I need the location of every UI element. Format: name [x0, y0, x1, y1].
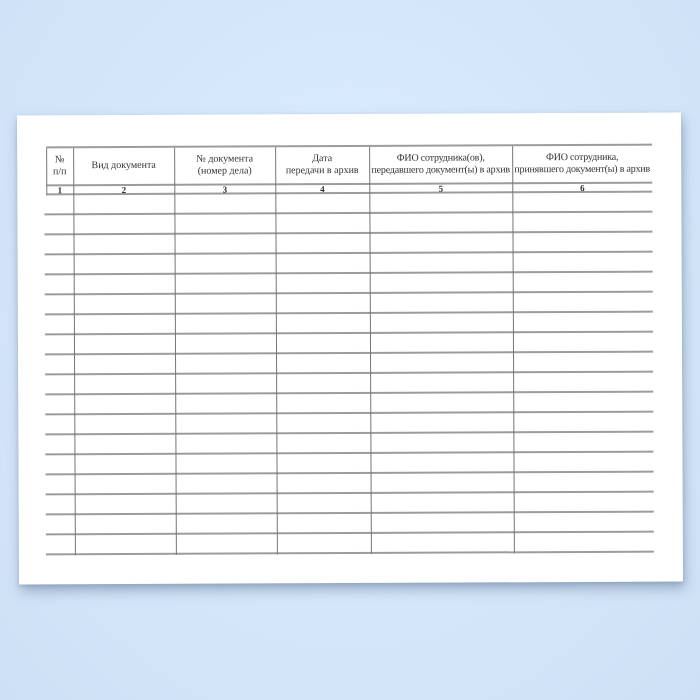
archive-register-table [46, 144, 654, 556]
empty-row [45, 373, 653, 396]
header-line: (номер дела) [197, 165, 252, 177]
empty-row [45, 233, 653, 256]
table-header-row [46, 146, 652, 187]
empty-row [45, 413, 653, 436]
empty-row [46, 513, 654, 536]
empty-row [45, 253, 653, 276]
column-number: 5 [438, 183, 443, 194]
header-line: ФИО сотрудника, [545, 151, 619, 164]
header-line: № документа [196, 153, 254, 165]
header-line: п/п [52, 166, 67, 178]
header-line: передачи в архив [285, 164, 359, 177]
column-header-receiving-employee [512, 146, 652, 183]
header-line: № [54, 154, 65, 166]
empty-row [45, 353, 653, 376]
column-header-document-type [73, 148, 174, 184]
empty-row [45, 313, 653, 336]
empty-row [45, 393, 653, 416]
empty-row [46, 473, 654, 496]
empty-row [45, 453, 653, 476]
header-line: ФИО сотрудника(ов), [396, 152, 485, 164]
column-number: 3 [222, 184, 228, 195]
column-number: 1 [57, 185, 63, 196]
column-header-transferring-employee [369, 146, 512, 183]
column-header-transfer-date [275, 147, 369, 183]
document-paper [17, 113, 683, 585]
empty-row [45, 293, 653, 316]
empty-row [44, 213, 652, 236]
column-number: 6 [580, 182, 585, 193]
empty-row [44, 193, 652, 216]
header-line: принявшего документ(ы) в архив [514, 163, 651, 176]
column-header-document-number [174, 147, 275, 183]
header-line: Вид документа [91, 159, 156, 172]
empty-row [46, 533, 654, 556]
column-number: 2 [121, 184, 127, 195]
header-line: передавшего документ(ы) в архив [371, 164, 510, 176]
empty-row [46, 493, 654, 516]
column-header-number [46, 148, 73, 184]
table-left-border [46, 148, 47, 195]
column-number: 4 [320, 184, 325, 195]
header-line: Дата [312, 153, 333, 165]
empty-row [45, 433, 653, 456]
empty-row [45, 333, 653, 356]
table-body-rows [44, 193, 654, 556]
empty-row [45, 273, 653, 296]
